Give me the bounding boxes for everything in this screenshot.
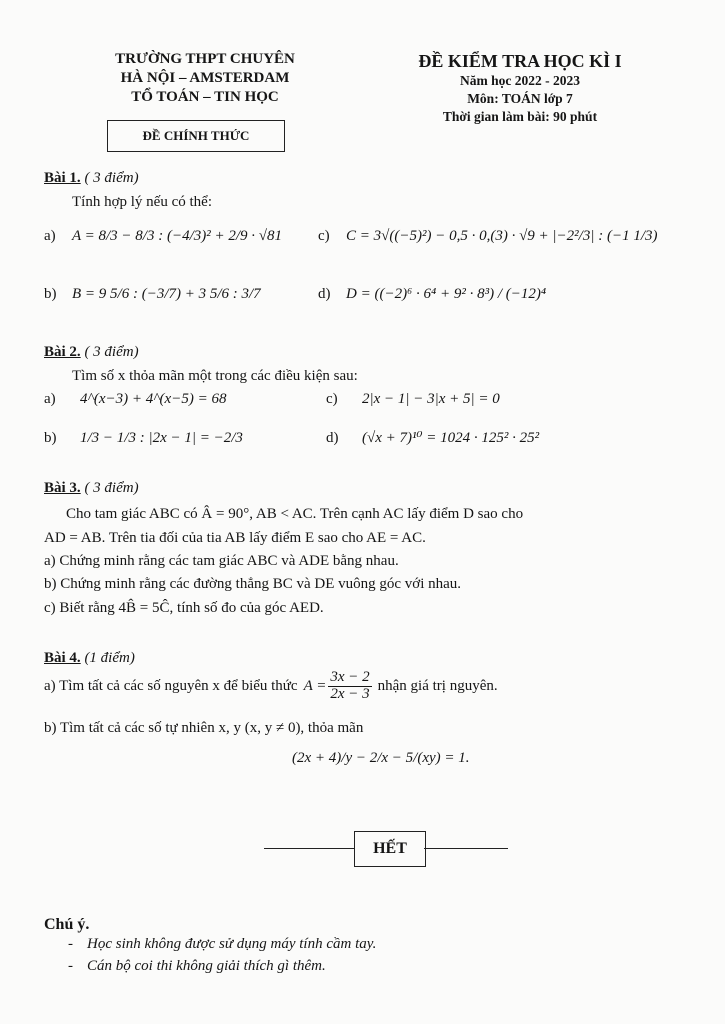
note-text-2: Cán bộ coi thi không giải thích gì thêm.	[87, 958, 326, 974]
bai4-a-numerator: 3x − 2	[330, 669, 370, 685]
bai2-title	[44, 344, 139, 361]
bai1-points: ( 3 điểm)	[84, 170, 139, 186]
note-dash-2: -	[68, 958, 73, 974]
bai1-b-label: b)	[44, 286, 57, 302]
bai1-item-c	[318, 226, 708, 246]
bai1-instruction: Tính hợp lý nếu có thể:	[72, 194, 212, 210]
bai3-line-1: Cho tam giác ABC có Â = 90°, AB < AC. Trên cạnh AC lấy điểm D sao cho	[66, 506, 524, 522]
bai2-item-a	[44, 389, 324, 409]
bai1-d-expr: D = ((−2)⁶ · 6⁴ + 9² · 8³) / (−12)⁴	[346, 286, 547, 302]
note-item-1	[68, 936, 376, 953]
bai4-a-text: a) Tìm tất cả các số nguyên x để biểu thức	[44, 678, 298, 695]
bai3-item-b: b) Chứng minh rằng các đường thẳng BC và DE vuông góc với nhau.	[44, 576, 462, 592]
exam-title: ĐỀ KIỂM TRA HỌC KÌ I	[418, 51, 622, 71]
bai4-a-lhs: A =	[303, 678, 327, 695]
bai1-a-label: a)	[44, 228, 56, 244]
bai1-title	[44, 170, 139, 187]
bai1-b-expr: B = 9 5/6 : (−3/7) + 3 5/6 : 3/7	[72, 286, 261, 302]
bai4-item-b: b) Tìm tất cả các số tự nhiên x, y (x, y ≠ 0), thỏa mãn	[44, 720, 364, 736]
subject: Môn: TOÁN lớp 7	[467, 91, 573, 106]
bai4-a-denominator: 2x − 3	[330, 685, 370, 702]
bai2-c-expr: 2|x − 1| − 3|x + 5| = 0	[362, 391, 500, 407]
note-item-2	[68, 958, 326, 975]
bai1-heading: Bài 1.	[44, 170, 81, 186]
bai3-points: ( 3 điểm)	[84, 480, 139, 496]
bai2-d-expr: (√x + 7)¹⁰ = 1024 · 125² · 25²	[362, 430, 540, 446]
time-allowed: Thời gian làm bài: 90 phút	[442, 109, 598, 124]
official-stamp: ĐỀ CHÍNH THỨC	[107, 120, 285, 152]
end-mark: HẾT	[354, 831, 426, 867]
bai4-b-equation: (2x + 4)/y − 2/x − 5/(xy) = 1.	[292, 750, 470, 766]
bai1-c-label: c)	[318, 228, 330, 244]
exam-header	[360, 50, 680, 126]
bai4-a-fraction	[328, 670, 371, 703]
bai2-item-b	[44, 428, 324, 448]
bai1-item-d	[318, 284, 708, 304]
bai2-d-label: d)	[326, 430, 339, 446]
bai1-item-a	[44, 226, 304, 246]
bai3-title	[44, 480, 139, 497]
bai2-a-expr: 4^(x−3) + 4^(x−5) = 68	[80, 391, 227, 407]
bai2-instruction: Tìm số x thỏa mãn một trong các điều kiện sau:	[72, 368, 358, 384]
bai2-a-label: a)	[44, 391, 56, 407]
school-header	[60, 50, 350, 107]
end-rule-left	[264, 848, 354, 849]
bai2-item-d	[326, 428, 686, 448]
bai3-item-a: a) Chứng minh rằng các tam giác ABC và ADE bằng nhau.	[44, 553, 399, 569]
bai1-a-expr: A = 8/3 − 8/3 : (−4/3)² + 2/9 · √81	[72, 228, 283, 244]
note-text-1: Học sinh không được sử dụng máy tính cầm tay.	[87, 936, 377, 952]
bai2-points: ( 3 điểm)	[84, 344, 139, 360]
bai2-heading: Bài 2.	[44, 344, 81, 360]
bai3-line-2: AD = AB. Trên tia đối của tia AB lấy điểm E sao cho AE = AC.	[44, 530, 426, 546]
bai2-b-expr: 1/3 − 1/3 : |2x − 1| = −2/3	[80, 430, 243, 446]
school-year: Năm học 2022 - 2023	[460, 73, 580, 88]
end-rule-right	[424, 848, 508, 849]
note-title: Chú ý.	[44, 916, 90, 933]
school-line-2: HÀ NỘI – AMSTERDAM	[120, 70, 290, 86]
bai4-title	[44, 650, 135, 667]
bai4-heading: Bài 4.	[44, 650, 81, 666]
bai2-c-label: c)	[326, 391, 338, 407]
bai2-item-c	[326, 389, 686, 409]
bai3-item-c: c) Biết rằng 4B̂ = 5Ĉ, tính số đo của góc AED.	[44, 600, 324, 616]
bai4-a-after: nhận giá trị nguyên.	[377, 678, 498, 695]
note-dash-1: -	[68, 936, 73, 952]
bai3-heading: Bài 3.	[44, 480, 81, 496]
bai1-d-label: d)	[318, 286, 331, 302]
school-line-3: TỔ TOÁN – TIN HỌC	[131, 89, 279, 105]
bai1-item-b	[44, 284, 304, 304]
bai2-b-label: b)	[44, 430, 57, 446]
bai1-c-expr: C = 3√((−5)²) − 0,5 · 0,(3) · √9 + |−2²/3| : (−1 1/3)	[346, 228, 658, 244]
school-line-1: TRƯỜNG THPT CHUYÊN	[115, 51, 295, 67]
bai4-item-a	[44, 670, 704, 703]
bai4-points: (1 điểm)	[84, 650, 135, 666]
